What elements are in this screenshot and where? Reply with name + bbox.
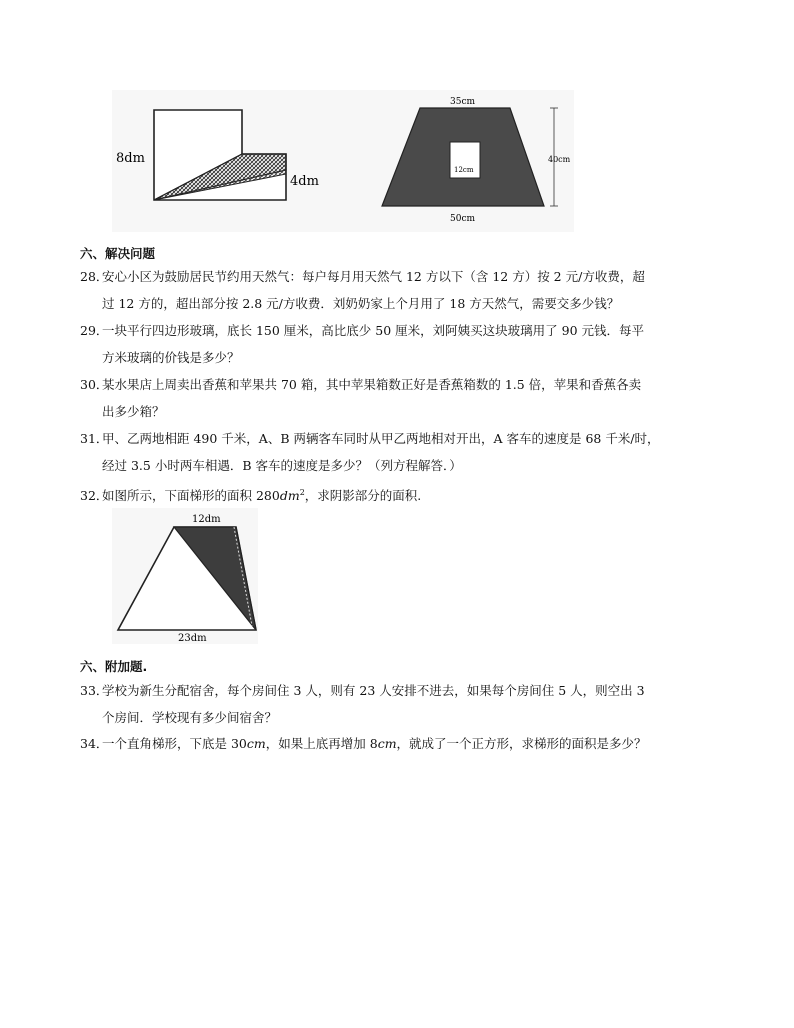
question-number: 30． <box>80 377 109 392</box>
unit-exponent: 2 <box>299 488 305 497</box>
label-bottom: 50cm <box>450 214 476 224</box>
figure-top <box>112 90 574 232</box>
question-number: 34． <box>80 736 109 751</box>
question-number: 33． <box>80 683 109 698</box>
question-30 <box>80 371 706 425</box>
question-text-line2: 经过 3.5 小时两车相遇．B 客车的速度是多少？（列方程解答．） <box>102 458 462 473</box>
question-text-line1: 甲、乙两地相距 490 千米，A、B 两辆客车同时从甲乙两地相对开出，A 客车的速度是 68 千米/时， <box>102 431 660 446</box>
question-32 <box>80 479 706 509</box>
question-33 <box>80 677 706 731</box>
question-number: 29． <box>80 323 109 338</box>
label-top: 35cm <box>450 97 476 107</box>
unit: dm <box>279 488 300 504</box>
question-text-line1: 安心小区为鼓励居民节约用天然气：每户每月用天然气 12 方以下（含 12 方）按 2 元/方收费，超 <box>102 269 645 284</box>
section-solve-title: 六、解决问题 <box>80 246 156 261</box>
unit: cm <box>246 736 266 751</box>
label-top: 12dm <box>192 514 221 525</box>
question-text-line2: 个房间．学校现有多少间宿舍？ <box>102 710 278 725</box>
label-bottom: 23dm <box>178 633 207 644</box>
figure-trapezoid-shaded <box>112 508 258 644</box>
section-bonus-title: 六、附加题. <box>80 659 148 674</box>
label-height: 8dm <box>116 151 145 166</box>
question-text-line1: 某水果店上周卖出香蕉和苹果共 70 箱，其中苹果箱数正好是香蕉箱数的 1.5 倍，苹果和香蕉各卖 <box>102 377 642 392</box>
question-text-a: 如图所示，下面梯形的面积 280 <box>102 488 280 504</box>
question-text-b: ，求阴影部分的面积. <box>304 488 422 504</box>
question-text-b: ，如果上底再增加 8 <box>265 736 378 751</box>
label-square: 12cm <box>454 166 474 174</box>
question-text-line2: 出多少箱？ <box>102 404 165 419</box>
question-text-line1: 学校为新生分配宿舍，每个房间住 3 人，则有 23 人安排不进去，如果每个房间住 5 人，则空出 3 <box>102 683 645 698</box>
question-text-a: 一个直角梯形，下底是 30 <box>102 736 247 751</box>
unit: cm <box>377 736 397 751</box>
question-number: 28． <box>80 269 109 284</box>
question-text-line1: 一块平行四边形玻璃，底长 150 厘米，高比底少 50 厘米，刘阿姨买这块玻璃用了 90 元钱．每平 <box>102 323 645 338</box>
question-number: 32． <box>80 488 109 504</box>
question-text-line2: 过 12 方的，超出部分按 2.8 元/方收费．刘奶奶家上个月用了 18 方天然气，需要交多少钱？ <box>102 296 620 311</box>
label-step: 4dm <box>290 174 319 189</box>
question-text-c: ，就成了一个正方形，求梯形的面积是多少？ <box>396 736 647 751</box>
question-29 <box>80 317 706 371</box>
question-number: 31． <box>80 431 109 446</box>
question-31 <box>80 425 706 479</box>
question-34 <box>80 730 706 757</box>
question-28 <box>80 263 706 317</box>
question-text-line2: 方米玻璃的价钱是多少？ <box>102 350 240 365</box>
label-side: 40cm <box>548 155 571 164</box>
